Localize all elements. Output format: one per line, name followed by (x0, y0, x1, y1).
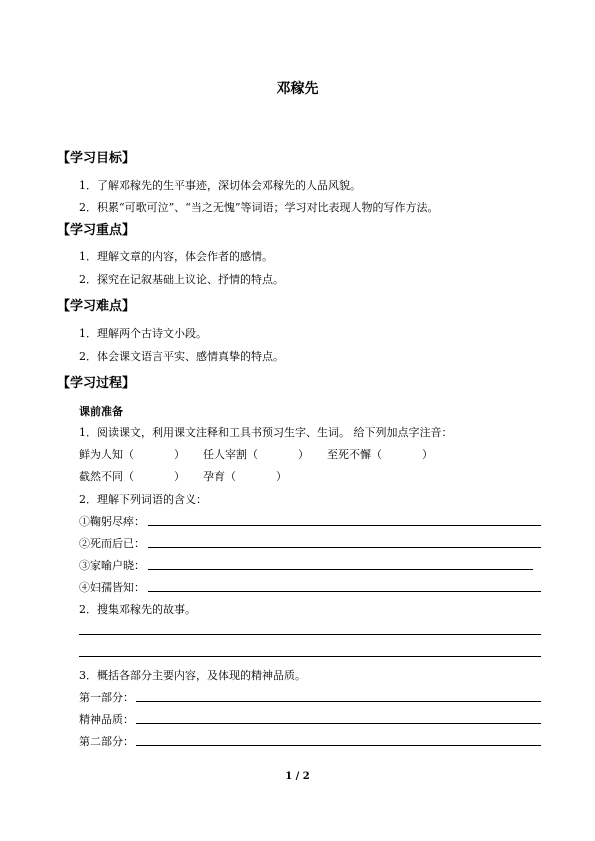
pinyin-term: 至死不懈（ (327, 448, 382, 461)
section-heading-process: 【学习过程】 (57, 376, 136, 391)
pinyin-close: ） (174, 470, 185, 483)
answer-line[interactable] (148, 591, 541, 592)
pinyin-row (79, 446, 433, 462)
question-2: 2．理解下列词语的含义： (79, 493, 207, 506)
answer-line[interactable] (136, 745, 541, 746)
difficult-item: 2．体会课文语言平实、感情真挚的特点。 (79, 350, 284, 363)
term-label: ②死而后已： (79, 537, 145, 550)
goal-item: 1．了解邓稼先的生平事迹，深切体会邓稼先的人品风貌。 (79, 179, 361, 192)
subheading-preparation: 课前准备 (79, 405, 123, 418)
term-label: ③家喻户晓： (79, 559, 145, 572)
page-number: 1 / 2 (285, 771, 310, 782)
pinyin-close: ） (174, 448, 185, 461)
section-heading-key: 【学习重点】 (57, 223, 136, 238)
difficult-item: 1．理解两个古诗文小段。 (79, 327, 207, 340)
answer-line[interactable] (148, 569, 533, 570)
answer-line[interactable] (148, 547, 541, 548)
goal-item: 2．积累“可歌可泣”、“当之无愧”等词语；学习对比表现人物的写作方法。 (79, 201, 439, 214)
key-item: 2．探究在记叙基础上议论、抒情的特点。 (79, 273, 284, 286)
pinyin-term: 鲜为人知（ (79, 448, 134, 461)
answer-line[interactable] (136, 723, 541, 724)
answer-line[interactable] (136, 701, 541, 702)
answer-line[interactable] (79, 656, 541, 657)
pinyin-term: 孕育（ (203, 470, 236, 483)
field-label: 第二部分： (79, 735, 134, 748)
key-item: 1．理解文章的内容，体会作者的感情。 (79, 250, 273, 263)
question-4: 3．概括各部分主要内容，及体现的精神品质。 (79, 669, 306, 682)
section-heading-difficult: 【学习难点】 (57, 299, 136, 314)
field-label: 第一部分： (79, 691, 134, 704)
field-label: 精神品质： (79, 713, 134, 726)
pinyin-close: ） (276, 470, 287, 483)
pinyin-row (79, 468, 287, 484)
pinyin-term: 截然不同（ (79, 470, 134, 483)
pinyin-term: 任人宰割（ (203, 448, 258, 461)
page-title: 邓稼先 (276, 81, 319, 97)
question-1: 1．阅读课文，利用课文注释和工具书预习生字、生词。 给下列加点字注音： (79, 426, 453, 439)
pinyin-close: ） (298, 448, 309, 461)
term-label: ①鞠躬尽瘁： (79, 515, 145, 528)
pinyin-close: ） (422, 448, 433, 461)
section-heading-goals: 【学习目标】 (57, 151, 136, 166)
answer-line[interactable] (148, 525, 541, 526)
question-3: 2．搜集邓稼先的故事。 (79, 603, 196, 616)
answer-line[interactable] (79, 634, 541, 635)
term-label: ④妇孺皆知： (79, 581, 145, 594)
